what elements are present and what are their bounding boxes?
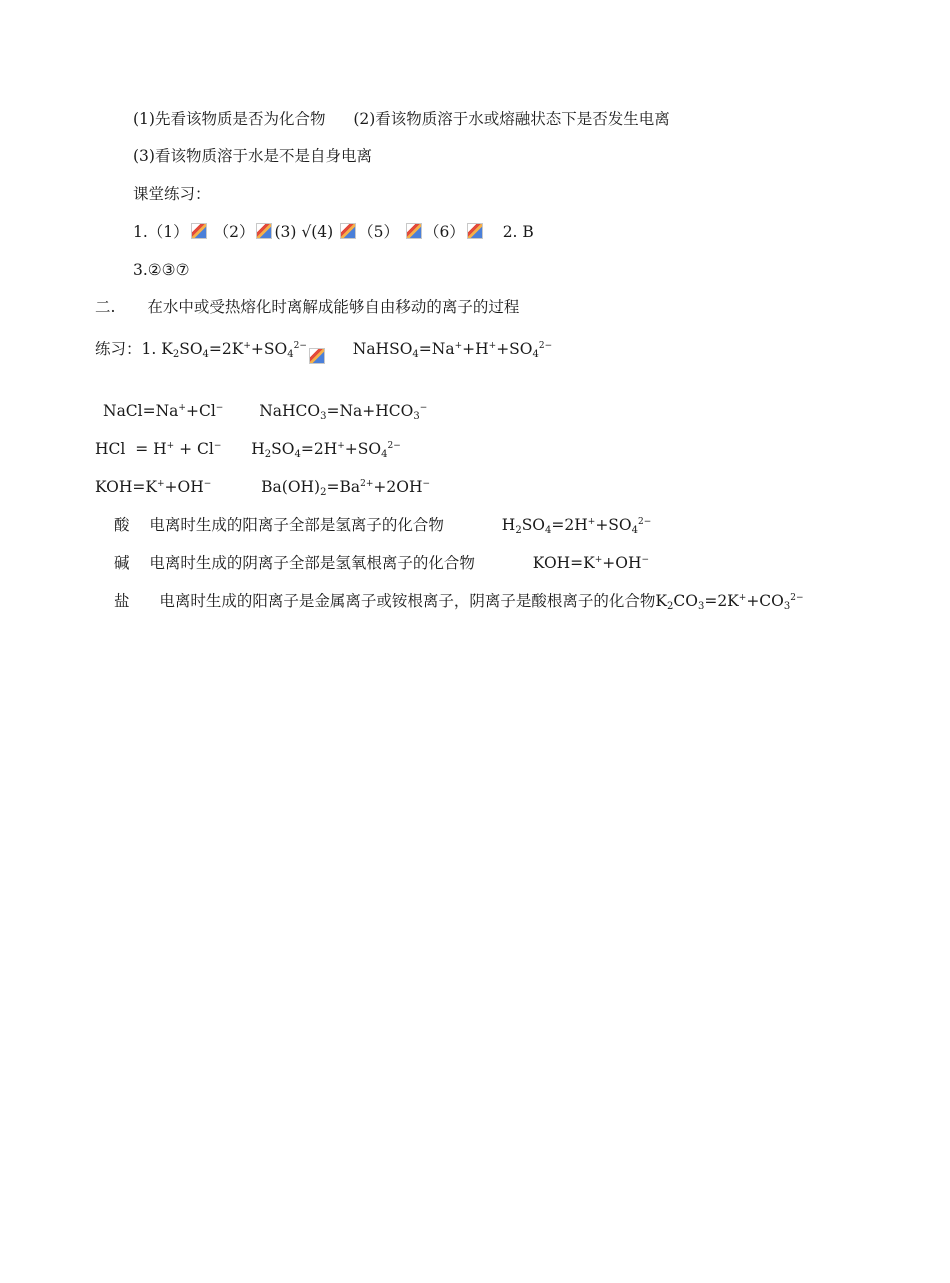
image-placeholder-icon	[256, 223, 272, 239]
image-placeholder-icon	[309, 348, 325, 364]
image-placeholder-icon	[467, 223, 483, 239]
base-equation: KOH=K++OH−	[532, 554, 650, 572]
salt-label: 盐	[114, 592, 130, 610]
image-placeholder-icon	[406, 223, 422, 239]
equation-nahso4: $NaHSO_4=Na^++H^++SO_4^{2-}$	[352, 340, 553, 360]
answer-3: 3.②③⑦	[133, 261, 190, 279]
line-6	[95, 297, 519, 317]
section-2-definition: 在水中或受热熔化时离解成能够自由移动的离子的过程	[147, 298, 520, 316]
line-3	[133, 184, 211, 204]
line-salt	[114, 588, 804, 617]
acid-equation: $H_2SO_4=2H^++SO_4^{2-}$	[501, 516, 652, 536]
salt-definition: 电离时生成的阳离子是金属离子或铵根离子，阴离子是酸根离子的化合物	[159, 592, 656, 610]
step-3: (3)看该物质溶于水是不是自身电离	[133, 147, 372, 165]
practice-prefix: 练习：1.	[95, 340, 157, 358]
line-8	[103, 398, 427, 427]
line-4	[133, 222, 534, 242]
line-5	[133, 260, 189, 280]
equation-hcl: HCl = H+ + Cl−	[95, 440, 222, 458]
base-label: 碱	[114, 554, 130, 572]
line-7	[95, 336, 552, 365]
image-placeholder-icon	[191, 223, 207, 239]
equation-nacl: NaCl=Na++Cl−	[103, 402, 224, 420]
step-1: (1)先看该物质是否为化合物	[133, 110, 326, 128]
equation-h2so4: $H_2SO_4=2H^++SO_4^{2-}$	[251, 440, 401, 460]
answer-1-1: 1.（1）	[133, 223, 189, 241]
salt-equation: $K_2CO_3=2K^++CO_3^{2-}$	[655, 592, 804, 612]
answer-1-6: （6）	[423, 223, 465, 241]
line-1	[133, 109, 670, 129]
base-definition: 电离时生成的阴离子全部是氢氧根离子的化合物	[149, 554, 475, 572]
image-placeholder-icon	[340, 223, 356, 239]
answer-2: 2. B	[502, 223, 534, 241]
equation-k2so4: $K_2SO_4=2K^++SO_4^{2-}$	[161, 340, 307, 360]
equation-nahco3: $NaHCO_3=Na+HCO_3^-$	[259, 402, 428, 422]
line-9	[95, 436, 401, 465]
line-acid	[114, 512, 651, 541]
acid-definition: 电离时生成的阳离子全部是氢离子的化合物	[149, 516, 444, 534]
line-10	[95, 474, 430, 503]
acid-label: 酸	[114, 516, 130, 534]
step-2: (2)看该物质溶于水或熔融状态下是否发生电离	[353, 110, 670, 128]
equation-baoh2: $Ba(OH)_2=Ba^{2+}+2OH^-$	[261, 478, 431, 498]
answer-1-3: (3) √(4)	[274, 223, 334, 241]
section-2-number: 二.	[95, 298, 116, 316]
equation-koh: KOH=K++OH−	[95, 478, 212, 496]
answer-1-2: （2）	[213, 223, 255, 241]
line-2	[133, 146, 372, 166]
answer-1-5: （5）	[358, 223, 399, 241]
line-base	[114, 550, 649, 573]
class-practice-heading: 课堂练习：	[133, 185, 211, 203]
